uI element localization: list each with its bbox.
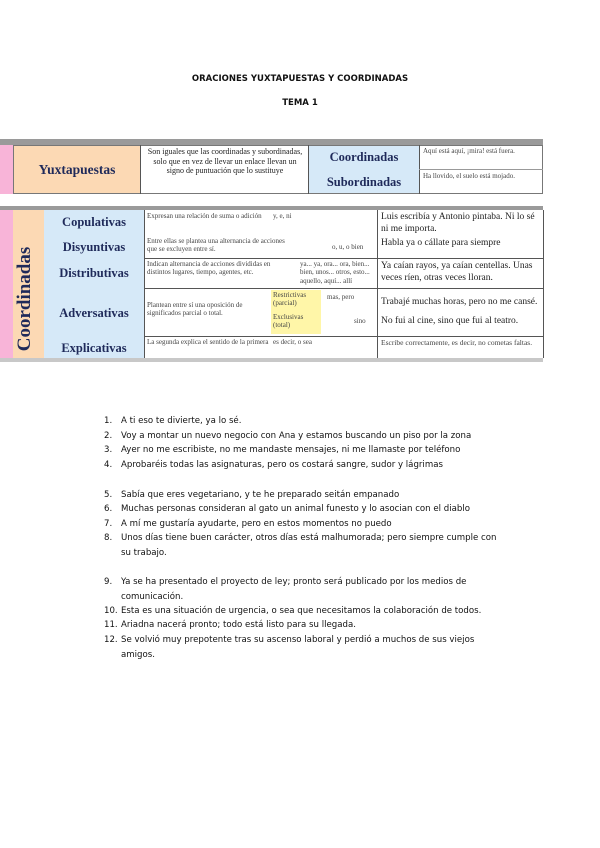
page-subtitle: TEMA 1 bbox=[282, 98, 318, 108]
links-adversativas-exclusive-words: sino bbox=[354, 317, 366, 325]
links-disyuntivas: o, u, o bien bbox=[332, 243, 364, 251]
table2-label-column bbox=[44, 210, 144, 358]
def-adversativas: Plantean entre sí una oposición de significados parcial o total. bbox=[147, 301, 243, 318]
row-label-copulativas: Copulativas bbox=[62, 215, 126, 229]
row-label-disyuntivas: Disyuntivas bbox=[62, 240, 126, 254]
links-copulativas: y, e, ni bbox=[273, 212, 292, 220]
links-adversativas-partial-words: mas, pero bbox=[327, 293, 355, 301]
table2-bottom-bar bbox=[0, 358, 543, 362]
def-copulativas: Expresan una relación de suma o adición bbox=[147, 212, 262, 220]
example-coordinadas: Aquí está aquí, ¡mira! está fuera. bbox=[423, 147, 515, 155]
row-label-adversativas: Adversativas bbox=[59, 306, 129, 320]
example-copulativas: Luis escribía y Antonio pintaba. Ni lo sé ni me importa. bbox=[381, 212, 535, 234]
links-adversativas-partial: Restrictivas (parcial) bbox=[273, 291, 307, 308]
table1-pink-strip bbox=[0, 145, 13, 194]
coordinadas-side-label: Coordinadas bbox=[14, 246, 35, 352]
links-distributivas: ya... ya, ora... ora, bien... bien, unos... otros, esto... aquello, aquí... allí bbox=[300, 260, 370, 285]
example-subordinadas: Ha llovido, el suelo está mojado. bbox=[423, 172, 515, 180]
example-disyuntivas: Habla ya o cállate para siempre bbox=[381, 238, 501, 248]
links-adversativas-exclusive: Exclusivas (total) bbox=[273, 313, 304, 330]
subordinadas-label: Subordinadas bbox=[326, 175, 402, 189]
row-label-distributivas: Distributivas bbox=[59, 266, 129, 280]
def-disyuntivas: Entre ellas se plantea una alternancia de acciones que se excluyen entre sí. bbox=[147, 237, 285, 254]
example-explicativas: Escribe correctamente, es decir, no cometas faltas. bbox=[381, 338, 533, 347]
table2-pink-strip bbox=[0, 210, 13, 358]
page-title: ORACIONES YUXTAPUESTAS Y COORDINADAS bbox=[191, 74, 409, 84]
def-distributivas: Indican alternancia de acciones divididas en distintos lugares, tiempo, agentes, etc. bbox=[147, 260, 271, 277]
coordinadas-label: Coordinadas bbox=[329, 150, 399, 164]
row-label-explicativas: Explicativas bbox=[61, 341, 127, 355]
example-distributivas: Ya caían rayos, ya caían centellas. Unas veces ríen, otras veces lloran. bbox=[381, 261, 533, 283]
yuxtapuestas-label: Yuxtapuestas bbox=[38, 162, 116, 177]
links-explicativas: es decir, o sea bbox=[273, 338, 312, 346]
example-adversativas: Trabajé muchas horas, pero no me cansé. No fui al cine, sino que fui al teatro. bbox=[381, 297, 538, 326]
def-explicativas: La segunda explica el sentido de la primera bbox=[147, 338, 269, 346]
yuxtapuestas-description: Son iguales que las coordinadas y subordinadas, solo que en vez de llevar un enlace llevan un signo de puntuación que lo sustituye bbox=[147, 147, 303, 176]
